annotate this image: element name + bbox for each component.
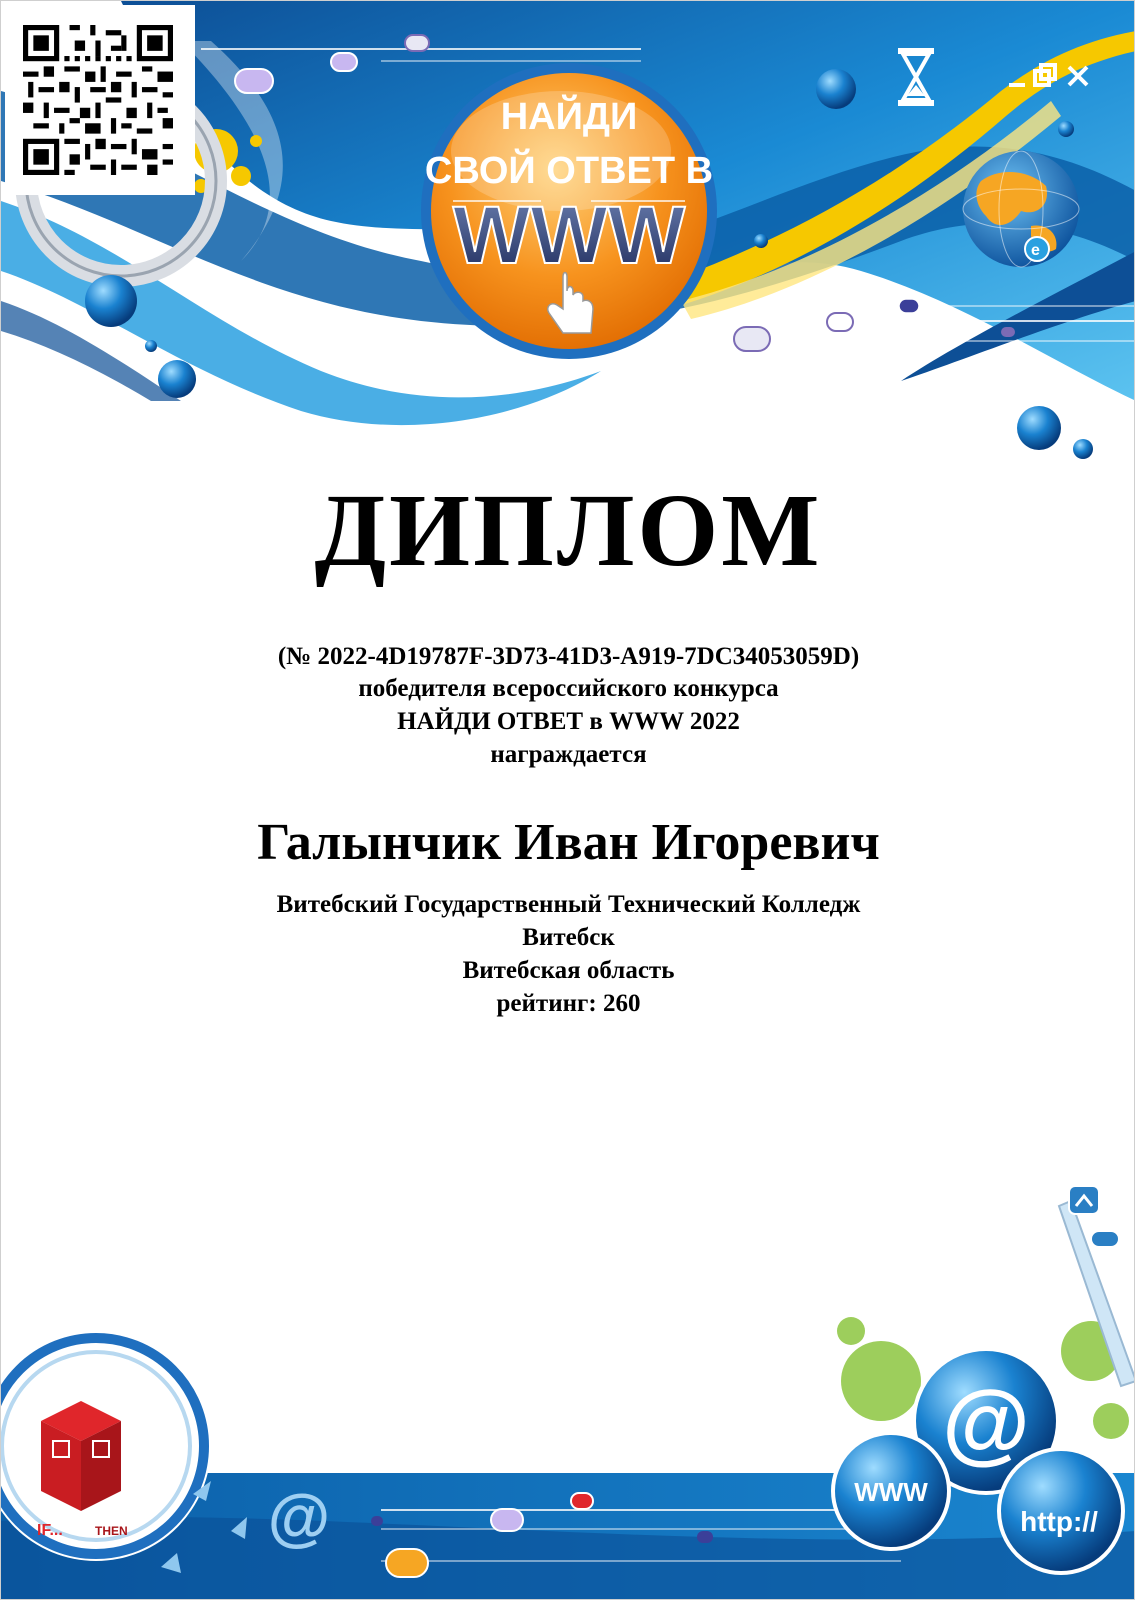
- background-artwork: [1, 1, 1135, 1600]
- region: Витебская область: [462, 957, 675, 984]
- bubble-http-text: http://: [1020, 1506, 1098, 1537]
- badge-line-1: НАЙДИ: [500, 96, 638, 138]
- institution: Витебский Государственный Технический Колледж: [276, 891, 861, 918]
- qr-code: [5, 5, 195, 195]
- svg-text:e: e: [1031, 242, 1040, 259]
- qr-code-icon: [23, 25, 173, 175]
- bubble-www-text: WWW: [854, 1477, 928, 1507]
- logo-right-text: THEN: [95, 1524, 128, 1538]
- logo-left-text: IF...: [37, 1522, 63, 1539]
- badge-line-2: СВОЙ ОТВЕТ В: [424, 150, 714, 192]
- if-then-logo: [41, 1401, 121, 1511]
- city: Витебск: [522, 924, 615, 951]
- globe-icon: [963, 151, 1079, 267]
- subtitle-line-3: награждается: [490, 741, 647, 768]
- footer-artwork: [1, 1186, 1135, 1600]
- footer-at-icon: @: [267, 1481, 331, 1553]
- badge-line-3: WWW: [452, 190, 686, 281]
- at-sign-icon: @: [942, 1373, 1030, 1473]
- recipient-name: Галынчик Иван Игоревич: [257, 814, 880, 871]
- rating: рейтинг: 260: [496, 990, 641, 1017]
- diploma-title: ДИПЛОМ: [314, 473, 823, 588]
- subtitle-line-1: победителя всероссийского конкурса: [358, 675, 779, 702]
- subtitle-line-2: НАЙДИ ОТВЕТ в WWW 2022: [397, 708, 740, 735]
- diploma-number: (№ 2022-4D19787F-3D73-41D3-A919-7DC34053059D): [277, 643, 860, 670]
